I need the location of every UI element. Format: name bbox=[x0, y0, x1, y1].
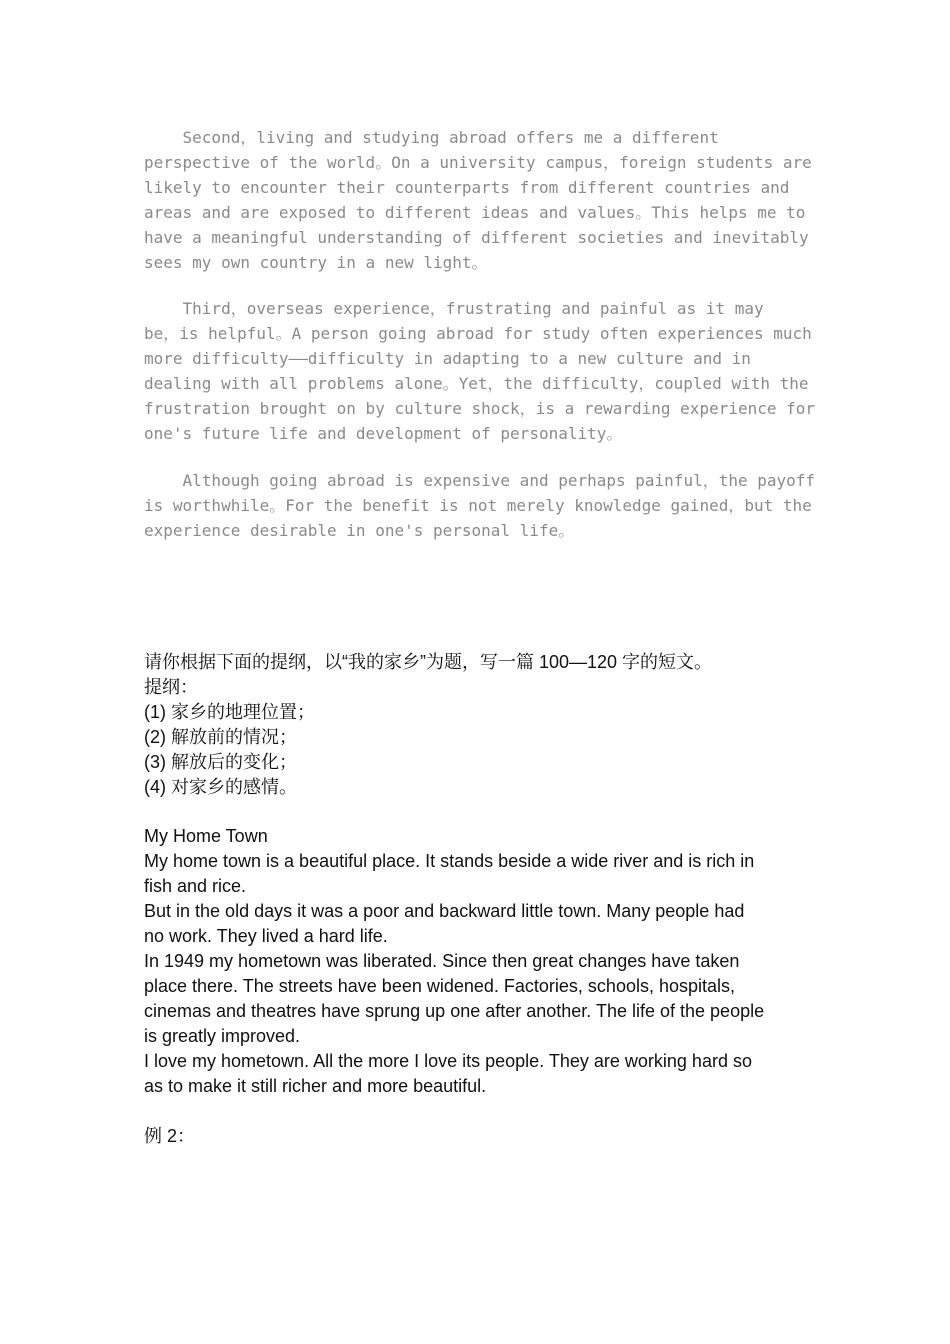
passage-paragraph-third bbox=[144, 296, 824, 446]
essay-line: But in the old days it was a poor and backward little town. Many people had bbox=[144, 901, 745, 921]
text-line: Although going abroad is expensive and perhaps painful，the payoff bbox=[144, 471, 816, 490]
text-line: have a meaningful understanding of different societies and inevitably bbox=[144, 228, 809, 247]
essay-line: is greatly improved. bbox=[144, 1026, 301, 1046]
example-heading bbox=[144, 1124, 824, 1149]
outline-item: (3) 解放后的变化； bbox=[144, 752, 297, 772]
essay-line: cinemas and theatres have sprung up one after another. The life of the people bbox=[144, 1001, 765, 1021]
text-line: sees my own country in a new light。 bbox=[144, 253, 488, 272]
essay-line: My home town is a beautiful place. It stands beside a wide river and is rich in bbox=[144, 851, 755, 871]
text-line: Third，overseas experience，frustrating and painful as it may bbox=[144, 299, 764, 318]
passage-paragraph-conclusion bbox=[144, 468, 824, 543]
text-line: experience desirable in one's personal life。 bbox=[144, 521, 575, 540]
outline-item: (4) 对家乡的感情。 bbox=[144, 777, 297, 797]
essay-line: as to make it still richer and more beautiful. bbox=[144, 1076, 487, 1096]
text-line: one's future life and development of personality。 bbox=[144, 424, 623, 443]
writing-prompt bbox=[144, 650, 824, 800]
text-line: dealing with all problems alone。Yet，the difficulty，coupled with the bbox=[144, 374, 809, 393]
essay-line: place there. The streets have been widened. Factories, schools, hospitals, bbox=[144, 976, 736, 996]
text-line: areas and are exposed to different ideas and values。This helps me to bbox=[144, 203, 806, 222]
essay-line: fish and rice. bbox=[144, 876, 247, 896]
essay-title: My Home Town bbox=[144, 826, 268, 846]
outline-item: (2) 解放前的情况； bbox=[144, 727, 297, 747]
outline-item: (1) 家乡的地理位置； bbox=[144, 702, 315, 722]
passage-paragraph-second bbox=[144, 125, 824, 275]
essay-line: I love my hometown. All the more I love its people. They are working hard so bbox=[144, 1051, 752, 1071]
prompt-instruction: 请你根据下面的提纲，以“我的家乡”为题，写一篇 100—120 字的短文。 bbox=[144, 652, 713, 672]
example-label: 例 2： bbox=[144, 1126, 196, 1146]
text-line: Second，living and studying abroad offers me a different bbox=[144, 128, 719, 147]
essay-line: In 1949 my hometown was liberated. Since then great changes have taken bbox=[144, 951, 740, 971]
text-line: frustration brought on by culture shock，is a rewarding experience for bbox=[144, 399, 816, 418]
text-line: be，is helpful。A person going abroad for study often experiences much bbox=[144, 324, 812, 343]
text-line: likely to encounter their counterparts from different countries and bbox=[144, 178, 790, 197]
text-line: perspective of the world。On a university campus，foreign students are bbox=[144, 153, 812, 172]
essay-line: no work. They lived a hard life. bbox=[144, 926, 388, 946]
text-line: more difficulty——difficulty in adapting to a new culture and in bbox=[144, 349, 751, 368]
text-line: is worthwhile。For the benefit is not merely knowledge gained，but the bbox=[144, 496, 812, 515]
sample-essay bbox=[144, 824, 824, 1099]
outline-label: 提纲： bbox=[144, 677, 198, 697]
